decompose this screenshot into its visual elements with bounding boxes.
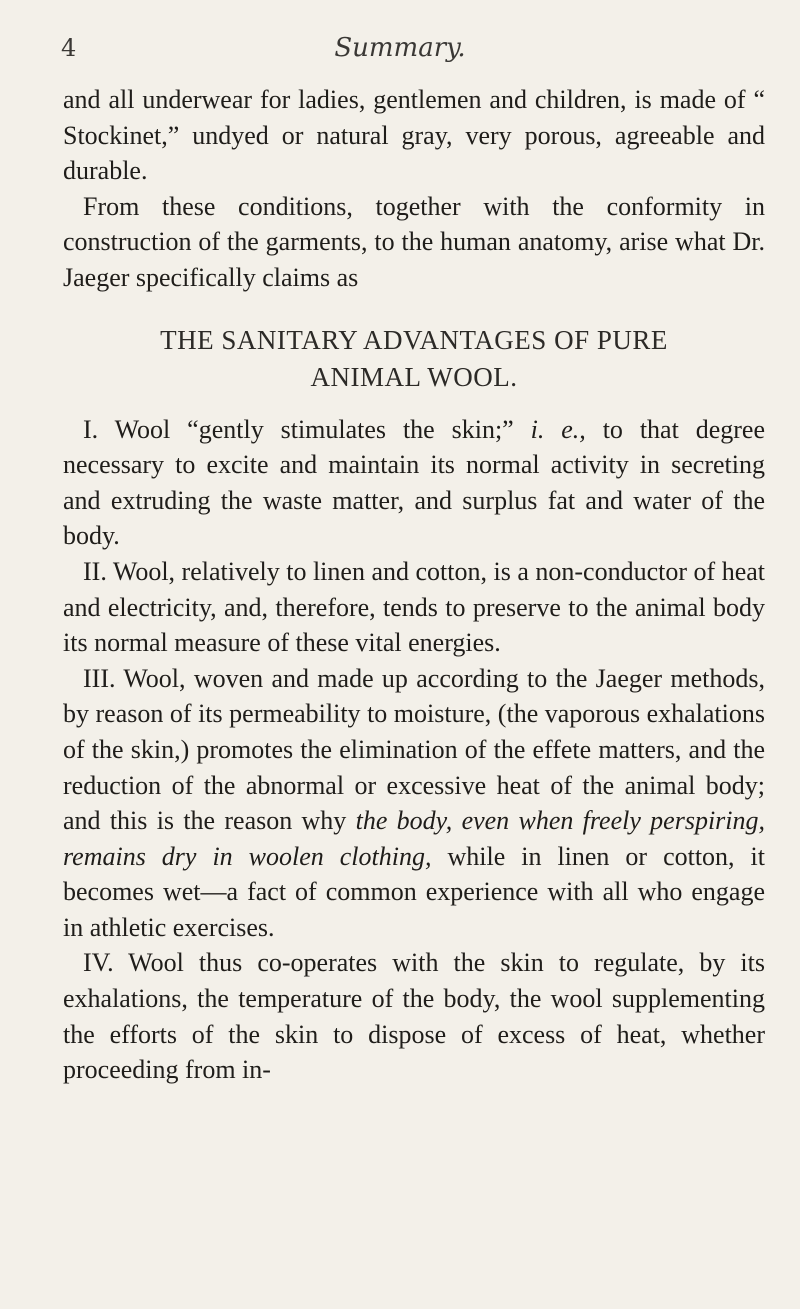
section-title-line-1: THE SANITARY ADVANTAGES OF PURE	[160, 324, 668, 355]
paragraph-underwear: and all underwear for ladies, gentlemen and children, is made of “ Stockinet,” undyed or natural gray, very porous, agreeable and durable.	[63, 85, 765, 186]
advantage-3-rest: while in linen or cotton, it becomes wet—a fact of common experience with all who engage in athletic exercises.	[63, 841, 765, 942]
running-title: Summary.	[334, 33, 466, 63]
advantage-1-lead: I. Wool “gently stimulates the skin;”	[83, 414, 531, 444]
section-title-line-2: ANIMAL WOOL.	[310, 361, 518, 392]
advantage-3-emphasis: the body, even when freely perspiring, remains dry in woolen clothing,	[63, 806, 766, 871]
page-number: 4	[61, 34, 77, 62]
paragraph-conditions: From these conditions, together with the conformity in construction of the garments, to the human anatomy, arise what Dr. Jaeger specifically claims as	[63, 191, 765, 292]
advantage-1-ie: i. e.,	[530, 414, 586, 444]
running-head	[0, 30, 800, 66]
advantage-item-1	[63, 412, 765, 554]
advantage-1-rest: to that degree necessary to excite and maintain its normal activity in secreting and extruding the waste matter, and surplus fat and water of the body.	[63, 414, 765, 551]
advantage-item-4: IV. Wool thus co-operates with the skin to regulate, by its exhalations, the temperature of the body, the wool supplementing the efforts of the skin to dispose of excess of heat, whether proceeding from in-	[63, 948, 765, 1085]
section-title	[63, 322, 765, 396]
body-text	[63, 82, 765, 1088]
advantage-item-3	[63, 661, 765, 946]
advantage-item-2: II. Wool, relatively to linen and cotton, is a non-conductor of heat and electricity, and, therefore, tends to preserve to the animal body its normal measure of these vital energies.	[63, 556, 765, 658]
advantage-3-lead: III. Wool, woven and made up according to the Jaeger methods, by reason of its permeability to moisture, (the vaporous exhalations of the skin,) promotes the elimination of the effete matters, and the reduction of the abnormal or excessive heat of the animal body; and this is the reason why	[63, 663, 765, 836]
